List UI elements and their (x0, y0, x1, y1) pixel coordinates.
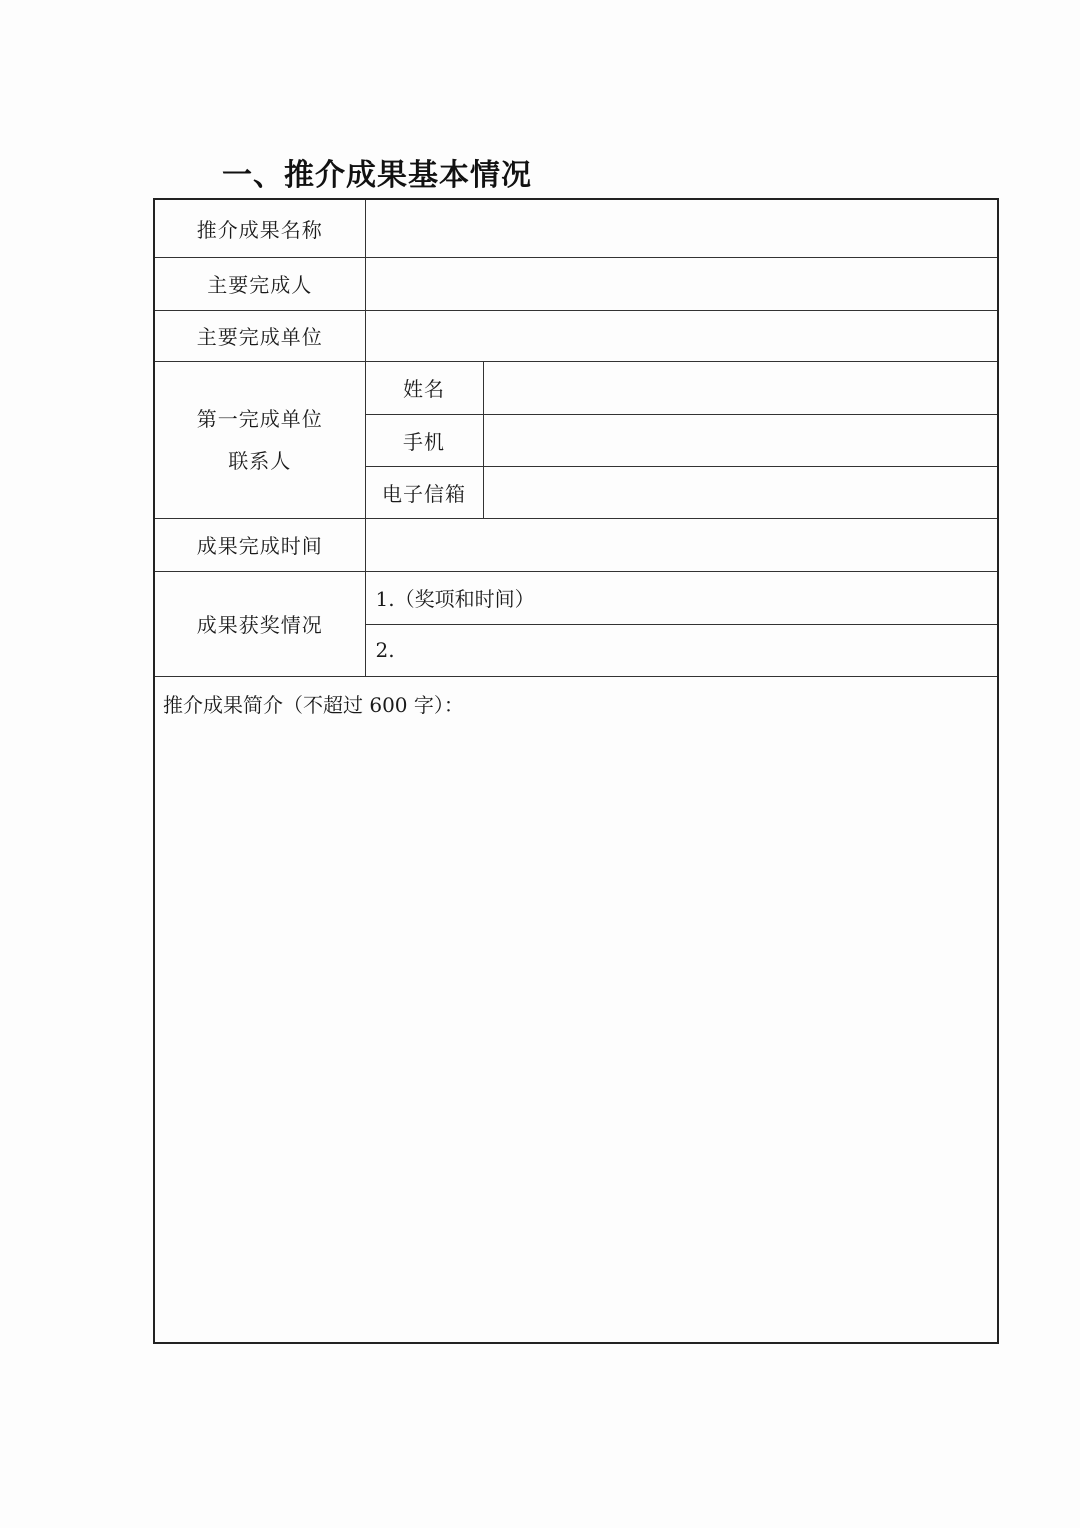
completion-time-label: 成果完成时间 (154, 518, 365, 571)
row-main-units (154, 310, 998, 361)
row-intro (154, 676, 998, 1343)
row-main-completers (154, 257, 998, 310)
main-completers-label: 主要完成人 (154, 257, 365, 310)
awards-label: 成果获奖情况 (154, 571, 365, 676)
completion-time-field[interactable] (365, 518, 998, 571)
main-units-label: 主要完成单位 (154, 310, 365, 361)
achievement-form-table (153, 198, 999, 1344)
contact-phone-label: 手机 (365, 414, 483, 466)
contact-name-field[interactable] (483, 361, 998, 414)
row-achievement-name (154, 199, 998, 257)
award-item-1[interactable]: 1.（奖项和时间） (365, 571, 998, 624)
row-contact-name (154, 361, 998, 414)
contact-label (154, 361, 365, 518)
contact-email-field[interactable] (483, 466, 998, 518)
main-units-field[interactable] (365, 310, 998, 361)
intro-label: 推介成果简介（不超过 600 字）： (163, 692, 464, 717)
main-completers-field[interactable] (365, 257, 998, 310)
section-title: 一、推介成果基本情况 (222, 158, 532, 193)
row-completion-time (154, 518, 998, 571)
contact-label-line1: 第一完成单位 (196, 406, 323, 431)
contact-email-label: 电子信箱 (365, 466, 483, 518)
row-award-1 (154, 571, 998, 624)
contact-label-line2: 联系人 (228, 448, 292, 473)
achievement-name-label: 推介成果名称 (154, 199, 365, 257)
achievement-name-field[interactable] (365, 199, 998, 257)
intro-field[interactable] (154, 676, 998, 1343)
contact-phone-field[interactable] (483, 414, 998, 466)
contact-name-label: 姓名 (365, 361, 483, 414)
award-item-2[interactable]: 2. (365, 624, 998, 676)
